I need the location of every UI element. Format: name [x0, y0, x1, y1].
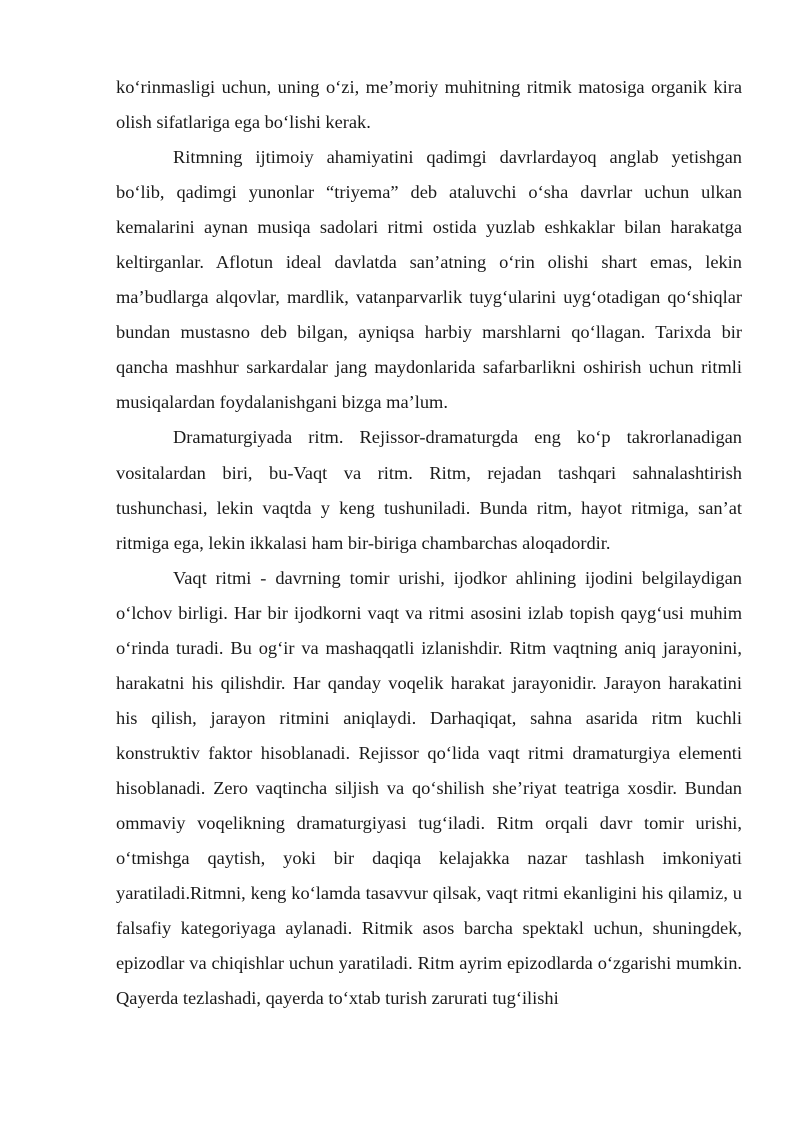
paragraph-1: koʻrinmasligi uchun, uning oʻzi, me’moriy muhitning ritmik matosiga organik kira olish sifatlariga ega boʻlishi kerak.	[116, 77, 742, 133]
paragraph-3: Dramaturgiyada ritm. Rejissor-dramaturgda eng koʻp takrorlanadigan vositalardan biri, bu-Vaqt va ritm. Ritm, rejadan tashqari sahnalashtirish tushunchasi, lekin vaqtda y keng tushuniladi. Bunda ritm, hayot ritmiga, san’at ritmiga ega, lekin ikkalasi ham bir-biriga chambarchas aloqadordir.	[116, 427, 742, 553]
paragraph-2: Ritmning ijtimoiy ahamiyatini qadimgi davrlardayoq anglab yetishgan boʻlib, qadimgi yunonlar “triyema” deb ataluvchi oʻsha davrlar uchun ulkan kemalarini aynan musiqa sadolari ritmi ostida yuzlab eshkaklar bilan harakatga keltirganlar. Aflotun ideal davlatda san’atning oʻrin olishi shart emas, lekin ma’budlarga alqovlar, mardlik, vatanparvarlik tuygʻularini uygʻotadigan qoʻshiqlar bundan mustasno deb bilgan, ayniqsa harbiy marshlarni qoʻllagan. Tarixda bir qancha mashhur sarkardalar jang maydonlarida safarbarlikni oshirish uchun ritmli musiqalardan foydalanishgani bizga ma’lum.	[116, 147, 742, 413]
paragraph-4: Vaqt ritmi - davrning tomir urishi, ijodkor ahlining ijodini belgilaydigan oʻlchov birligi. Har bir ijodkorni vaqt va ritmi asosini izlab topish qaygʻusi muhim oʻrinda turadi. Bu ogʻir va mashaqqatli izlanishdir. Ritm vaqtning aniq jarayonini, harakatni his qilishdir. Har qanday voqelik harakat jarayonidir. Jarayon harakatini his qilish, jarayon ritmini aniqlaydi. Darhaqiqat, sahna asarida ritm kuchli konstruktiv faktor hisoblanadi. Rejissor qoʻlida vaqt ritmi dramaturgiya elementi hisoblanadi. Zero vaqtincha siljish va qoʻshilish she’riyat teatriga xosdir. Bundan ommaviy voqelikning dramaturgiyasi tugʻiladi. Ritm orqali davr tomir urishi, oʻtmishga qaytish, yoki bir daqiqa kelajakka nazar tashlash imkoniyati yaratiladi.Ritmni, keng koʻlamda tasavvur qilsak, vaqt ritmi ekanligini his qilamiz, u falsafiy kategoriyaga aylanadi. Ritmik asos barcha spektakl uchun, shuningdek, epizodlar va chiqishlar uchun yaratiladi. Ritm ayrim epizodlarda oʻzgarishi mumkin. Qayerda tezlashadi, qayerda toʻxtab turish zarurati tugʻilishi	[116, 567, 742, 1009]
body-text	[116, 70, 742, 1016]
